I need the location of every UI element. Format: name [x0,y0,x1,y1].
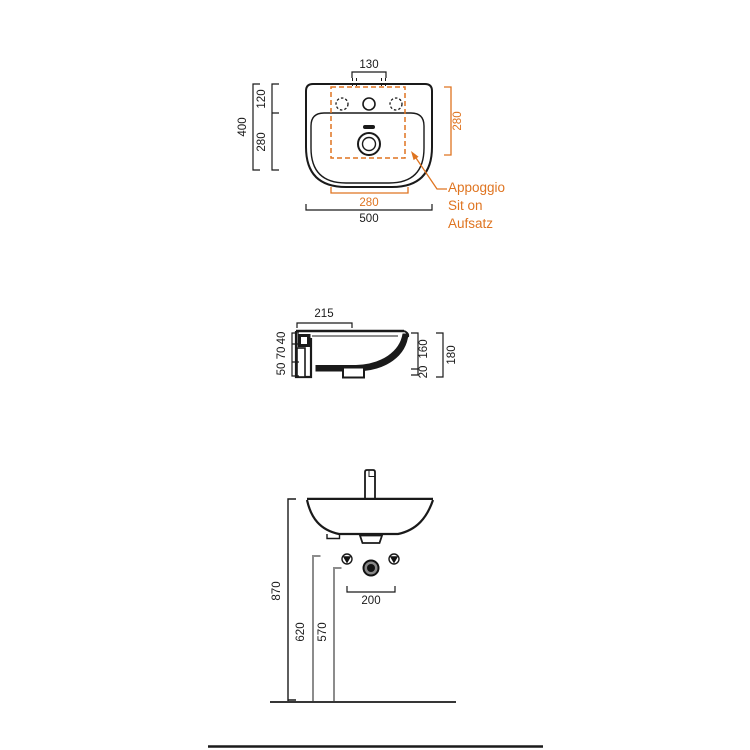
front-view [270,470,456,702]
faucet-hole-center [363,98,375,110]
dim-siton-depth-bracket [444,87,451,155]
faucet-hole-left-hidden [336,98,348,110]
dim-570-line [334,568,342,701]
sit-on-note-line1: Appoggio [448,180,506,195]
dim-siton-depth-label: 280 [452,111,464,131]
sit-on-note-line3: Aufsatz [448,216,494,231]
back-fixing-slot [301,337,307,344]
dim-180-bracket [436,333,443,377]
bowl-wall-section [316,334,408,371]
fixing-bolt-right [389,554,399,564]
drain-outer-ring [358,133,380,155]
front-drain-cover [360,536,382,544]
side-view [276,308,458,378]
sit-on-leader-arrowhead [411,151,419,160]
dim-120-280-bracket [272,84,279,170]
dim-160-label: 160 [418,339,430,359]
top-view [237,59,505,231]
dim-130-bracket [352,72,386,78]
dim-180-label: 180 [446,345,458,365]
dim-50-label: 50 [276,362,288,376]
fixing-bolt-left [342,554,352,564]
dim-620-label: 620 [295,622,307,642]
dim-400-label: 400 [237,117,249,137]
dim-siton-width-label: 280 [359,197,379,209]
dim-70-label: 70 [276,346,288,360]
sit-on-note-line2: Sit on [448,198,483,213]
waste-trap [343,368,364,378]
dim-200-label: 200 [361,595,381,607]
dim-870-line [288,499,296,701]
dim-215-bracket [297,323,352,328]
dim-870-label: 870 [271,581,283,601]
dim-20-label: 20 [418,365,430,379]
front-bowl-outline [307,500,433,534]
dim-500-label: 500 [359,213,379,225]
sit-on-leader-line [416,158,447,189]
dim-120-label: 120 [256,89,268,109]
dim-40-label: 40 [276,331,288,345]
faucet-hole-right-hidden [390,98,402,110]
overflow-slot [363,125,375,129]
dim-280-depth-label: 280 [256,132,268,152]
dim-160-20-bracket [411,333,418,375]
faucet-outline [365,470,375,498]
waste-outlet-hole [364,561,379,576]
dim-215-label: 215 [314,308,334,320]
dim-130-label: 130 [359,59,379,71]
dim-200-bracket [347,586,395,592]
dim-570-label: 570 [317,622,329,642]
